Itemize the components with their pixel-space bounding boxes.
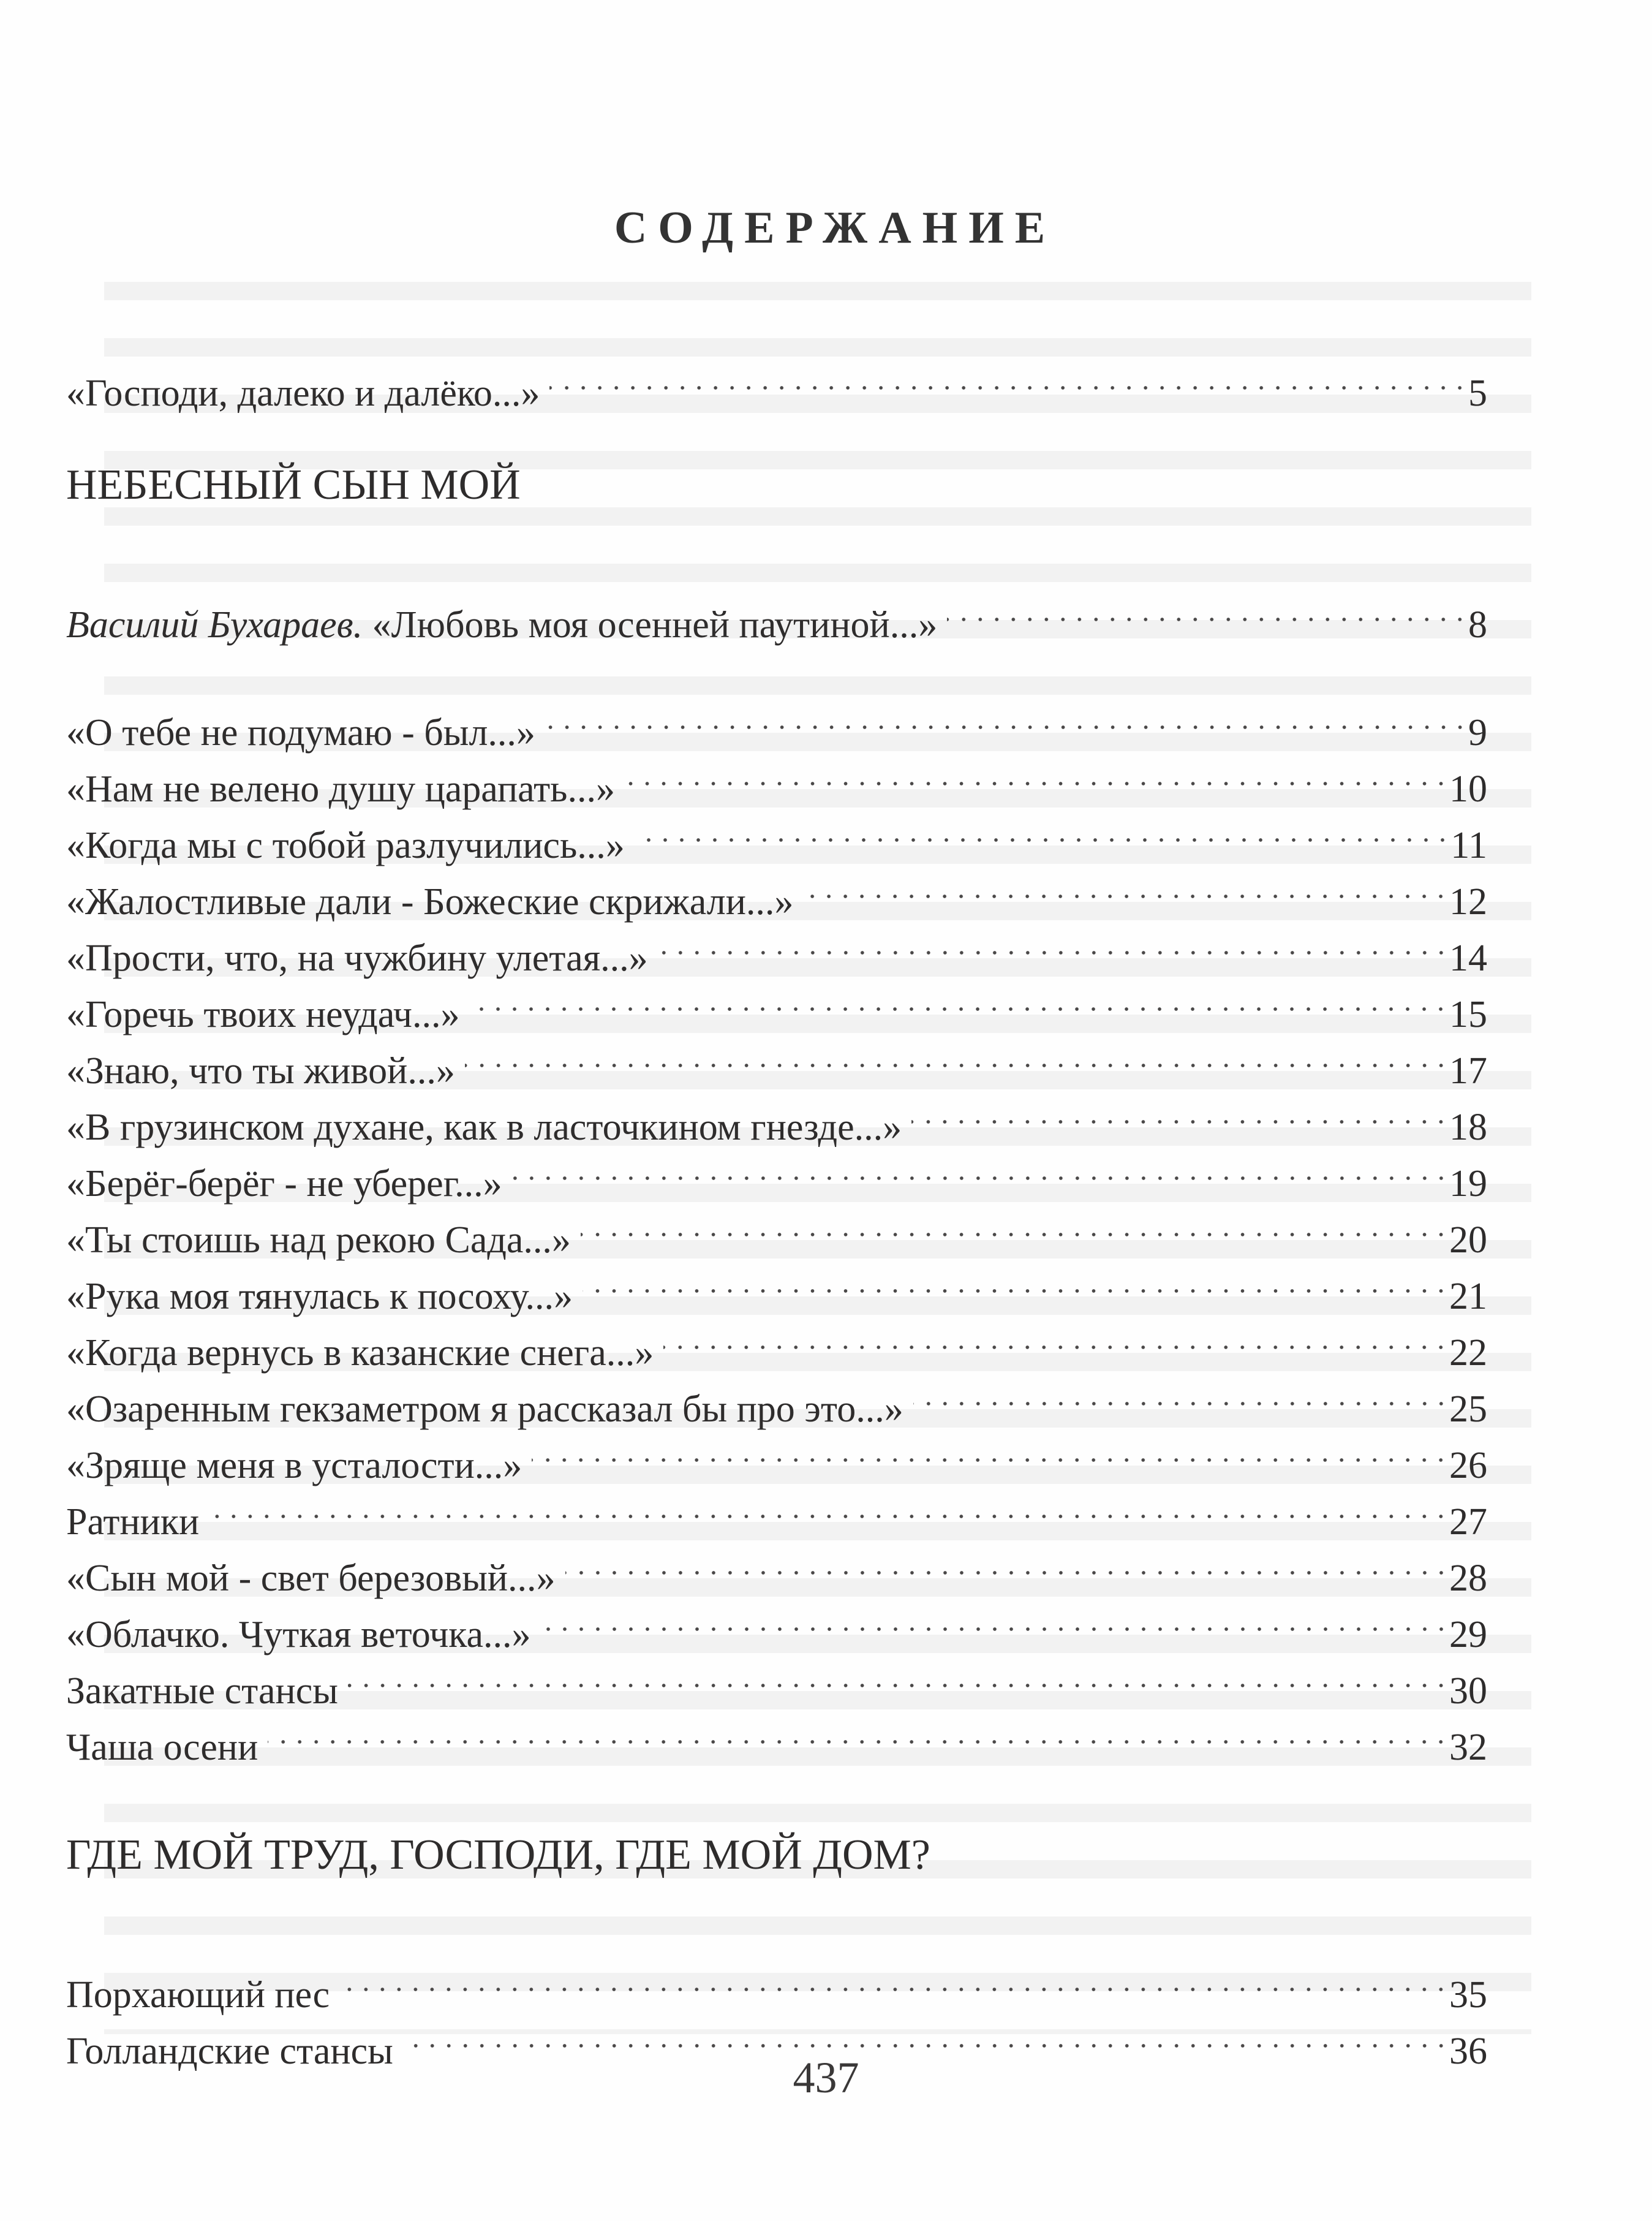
entry-page-number: 28 <box>1449 1557 1487 1599</box>
section-heading: ГДЕ МОЙ ТРУД, ГОСПОДИ, ГДЕ МОЙ ДОМ? <box>66 1831 930 1879</box>
dot-leader <box>913 1365 1449 1421</box>
entry-page-number: 30 <box>1449 1670 1487 1712</box>
entry-title: Закатные стансы <box>66 1670 338 1712</box>
entry-title: «Облачко. Чуткая веточка...» <box>66 1614 531 1655</box>
entry-page-number: 36 <box>1449 2030 1487 2072</box>
entry-title: «Горечь твоих неудач...» <box>66 994 460 1035</box>
entry-title: «Озаренным гекзаметром я рассказал бы про это...» <box>66 1388 903 1430</box>
toc-entry[interactable] <box>66 1534 1487 1599</box>
dot-leader <box>469 971 1449 1027</box>
dot-leader <box>348 1647 1449 1703</box>
entry-page-number: 10 <box>1449 768 1487 810</box>
toc-entry[interactable] <box>66 1703 1487 1768</box>
entry-page-number: 11 <box>1450 825 1487 866</box>
entry-title: «Господи, далеко и далёко...» <box>66 373 540 414</box>
entry-title: «Знаю, что ты живой...» <box>66 1050 455 1092</box>
dot-leader <box>545 689 1468 745</box>
section-entries <box>66 1951 1487 2072</box>
dot-leader <box>512 1140 1449 1196</box>
entry-title: «Ты стоишь над рекою Сада...» <box>66 1219 571 1261</box>
dot-leader <box>581 1196 1449 1252</box>
entry-page-number: 20 <box>1449 1219 1487 1261</box>
toc-entry[interactable] <box>66 1951 1487 2016</box>
section-entries <box>66 689 1487 1768</box>
toc-entry-preface[interactable] <box>66 581 1487 646</box>
entry-author: Василий Бухараев. <box>66 604 363 646</box>
entry-page-number: 27 <box>1449 1501 1487 1543</box>
entry-title: «Когда мы с тобой разлучились...» <box>66 825 625 866</box>
entry-title: Ратники <box>66 1501 200 1543</box>
entry-title: «О тебе не подумаю - был...» <box>66 712 535 754</box>
toc-entry[interactable] <box>66 1478 1487 1543</box>
table-of-contents <box>66 349 1487 2072</box>
dot-leader <box>658 914 1449 971</box>
dot-leader <box>549 349 1468 406</box>
entry-page-number: 14 <box>1449 937 1487 979</box>
entry-title: Чаша осени <box>66 1727 258 1768</box>
entry-page-number: 12 <box>1449 881 1487 923</box>
entry-page-number: 15 <box>1449 994 1487 1035</box>
entry-page-number: 17 <box>1449 1050 1487 1092</box>
entry-page-number: 19 <box>1449 1163 1487 1205</box>
entry-page-number: 26 <box>1449 1445 1487 1486</box>
entry-page-number: 25 <box>1449 1388 1487 1430</box>
entry-page-number: 29 <box>1449 1614 1487 1655</box>
entry-title: «Сын мой - свет березовый...» <box>66 1557 556 1599</box>
page-number: 437 <box>793 2053 859 2102</box>
dot-leader <box>532 1421 1449 1478</box>
entry-title: «Прости, что, на чужбину улетая...» <box>66 937 648 979</box>
entry-page-number: 18 <box>1449 1107 1487 1148</box>
dot-leader <box>565 1534 1449 1591</box>
entry-title: «Любовь моя осенней паутиной...» <box>372 604 938 646</box>
toc-entry[interactable] <box>66 349 1487 414</box>
toc-entry[interactable] <box>66 689 1487 754</box>
entry-title: Голландские стансы <box>66 2030 393 2072</box>
dot-leader <box>339 1951 1449 2007</box>
entry-title: «Зряще меня в усталости...» <box>66 1445 522 1486</box>
entry-title: «Рука моя тянулась к посоху...» <box>66 1276 573 1317</box>
dot-leader <box>947 581 1468 637</box>
entry-title: Порхающий пес <box>66 1974 330 2016</box>
entry-page-number: 9 <box>1468 712 1487 754</box>
entry-page-number: 21 <box>1449 1276 1487 1317</box>
dot-leader <box>209 1478 1449 1534</box>
dot-leader <box>583 1252 1449 1309</box>
dot-leader <box>268 1703 1449 1760</box>
entry-page-number: 22 <box>1449 1332 1487 1374</box>
entry-title: «Берёг-берёг - не уберег...» <box>66 1163 502 1205</box>
entry-title: «В грузинском духане, как в ласточкином гнезде...» <box>66 1107 902 1148</box>
page-title: СОДЕРЖАНИЕ <box>614 203 1057 253</box>
entry-title: «Нам не велено душу царапать...» <box>66 768 615 810</box>
dot-leader <box>541 1591 1449 1647</box>
dot-leader <box>803 858 1449 914</box>
dot-leader <box>663 1309 1449 1365</box>
dot-leader <box>625 745 1449 801</box>
entry-title: «Жалостливые дали - Божеские скрижали...» <box>66 881 794 923</box>
entry-page-number: 32 <box>1449 1727 1487 1768</box>
entry-page-number: 35 <box>1449 1974 1487 2016</box>
section-heading: НЕБЕСНЫЙ СЫН МОЙ <box>66 461 521 509</box>
entry-page-number: 8 <box>1468 604 1487 646</box>
dot-leader <box>635 801 1450 858</box>
dot-leader <box>911 1083 1449 1140</box>
entry-page-number: 5 <box>1468 373 1487 414</box>
entry-title: «Когда вернусь в казанские снега...» <box>66 1332 654 1374</box>
dot-leader <box>465 1027 1449 1083</box>
